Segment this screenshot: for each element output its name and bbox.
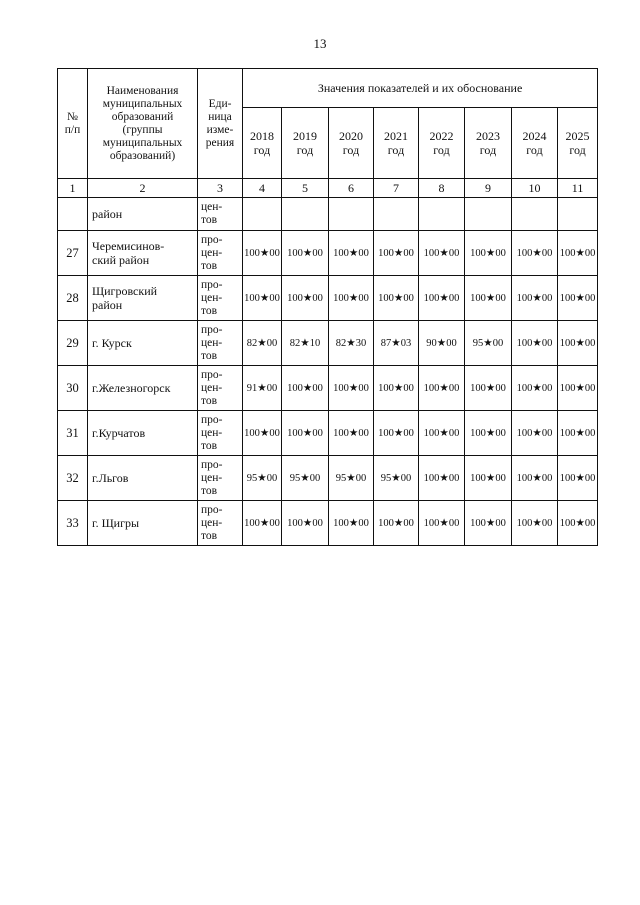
header-year-2021 bbox=[374, 108, 419, 179]
value-cell: 100★00 bbox=[329, 501, 374, 546]
municipality-name: Черемисинов- ский район bbox=[88, 231, 198, 276]
table-row bbox=[58, 501, 598, 546]
value-cell bbox=[282, 198, 329, 231]
header-row-number: № п/п bbox=[58, 69, 88, 179]
value-cell: 100★00 bbox=[512, 321, 558, 366]
year-suffix: год bbox=[342, 143, 360, 157]
page-number: 13 bbox=[313, 36, 327, 51]
value-cell: 100★00 bbox=[465, 411, 512, 456]
header-year-2022 bbox=[419, 108, 465, 179]
year-suffix: год bbox=[296, 143, 314, 157]
header-year-2024 bbox=[512, 108, 558, 179]
value-cell: 100★00 bbox=[282, 411, 329, 456]
row-number: 28 bbox=[58, 276, 88, 321]
value-cell: 100★00 bbox=[243, 501, 282, 546]
value-cell: 82★00 bbox=[243, 321, 282, 366]
row-number bbox=[58, 198, 88, 231]
value-cell: 100★00 bbox=[374, 501, 419, 546]
unit-label: про- цен- тов bbox=[198, 411, 243, 456]
value-cell bbox=[329, 198, 374, 231]
row-number: 30 bbox=[58, 366, 88, 411]
value-cell: 100★00 bbox=[512, 366, 558, 411]
year-suffix: год bbox=[253, 143, 271, 157]
header-unit: Еди- ница изме- рения bbox=[198, 69, 243, 179]
column-number: 3 bbox=[198, 179, 243, 198]
municipality-name: г. Щигры bbox=[88, 501, 198, 546]
year-label: 2018 bbox=[250, 129, 274, 143]
row-number: 29 bbox=[58, 321, 88, 366]
value-cell: 100★00 bbox=[558, 321, 598, 366]
year-suffix: год bbox=[569, 143, 586, 157]
header-year-2018 bbox=[243, 108, 282, 179]
value-cell: 95★00 bbox=[329, 456, 374, 501]
year-suffix: год bbox=[479, 143, 497, 157]
value-cell: 87★03 bbox=[374, 321, 419, 366]
value-cell: 100★00 bbox=[374, 276, 419, 321]
unit-label: про- цен- тов bbox=[198, 366, 243, 411]
row-number: 32 bbox=[58, 456, 88, 501]
municipality-name: г.Курчатов bbox=[88, 411, 198, 456]
value-cell: 100★00 bbox=[282, 366, 329, 411]
value-cell: 100★00 bbox=[419, 231, 465, 276]
value-cell: 100★00 bbox=[282, 276, 329, 321]
value-cell: 100★00 bbox=[512, 276, 558, 321]
column-number: 2 bbox=[88, 179, 198, 198]
table-row bbox=[58, 276, 598, 321]
column-number: 10 bbox=[512, 179, 558, 198]
value-cell: 100★00 bbox=[558, 231, 598, 276]
value-cell: 100★00 bbox=[374, 411, 419, 456]
table-row bbox=[58, 321, 598, 366]
value-cell: 100★00 bbox=[465, 366, 512, 411]
municipality-name: г.Льгов bbox=[88, 456, 198, 501]
value-cell bbox=[512, 198, 558, 231]
header-municipality-name: Наименования муниципальных образований (группы муниципальных образований) bbox=[88, 69, 198, 179]
row-number: 27 bbox=[58, 231, 88, 276]
value-cell: 100★00 bbox=[465, 456, 512, 501]
table-row bbox=[58, 456, 598, 501]
table-row bbox=[58, 231, 598, 276]
unit-label: про- цен- тов bbox=[198, 321, 243, 366]
value-cell: 100★00 bbox=[243, 231, 282, 276]
value-cell: 100★00 bbox=[465, 501, 512, 546]
value-cell: 95★00 bbox=[465, 321, 512, 366]
header-values-caption: Значения показателей и их обоснование bbox=[243, 69, 598, 108]
unit-label: про- цен- тов bbox=[198, 231, 243, 276]
continuation-row bbox=[58, 198, 598, 231]
value-cell: 100★00 bbox=[419, 276, 465, 321]
table-row bbox=[58, 411, 598, 456]
municipality-name: г. Курск bbox=[88, 321, 198, 366]
header-year-2025 bbox=[558, 108, 598, 179]
value-cell: 100★00 bbox=[329, 411, 374, 456]
year-label: 2020 bbox=[339, 129, 363, 143]
value-cell: 100★00 bbox=[282, 501, 329, 546]
value-cell: 100★00 bbox=[282, 231, 329, 276]
unit-label: про- цен- тов bbox=[198, 276, 243, 321]
value-cell: 100★00 bbox=[558, 366, 598, 411]
value-cell: 100★00 bbox=[512, 501, 558, 546]
row-number: 33 bbox=[58, 501, 88, 546]
value-cell: 100★00 bbox=[558, 276, 598, 321]
value-cell: 100★00 bbox=[558, 501, 598, 546]
value-cell: 100★00 bbox=[329, 366, 374, 411]
value-cell: 100★00 bbox=[243, 276, 282, 321]
value-cell: 95★00 bbox=[282, 456, 329, 501]
header-year-2023 bbox=[465, 108, 512, 179]
value-cell: 100★00 bbox=[419, 456, 465, 501]
year-label: 2019 bbox=[293, 129, 317, 143]
year-suffix: год bbox=[526, 143, 543, 157]
year-label: 2022 bbox=[429, 129, 454, 143]
value-cell: 100★00 bbox=[374, 366, 419, 411]
column-number: 4 bbox=[243, 179, 282, 198]
value-cell: 100★00 bbox=[329, 231, 374, 276]
column-number: 11 bbox=[558, 179, 598, 198]
value-cell: 100★00 bbox=[329, 276, 374, 321]
value-cell: 91★00 bbox=[243, 366, 282, 411]
value-cell: 95★00 bbox=[374, 456, 419, 501]
unit-label: про- цен- тов bbox=[198, 456, 243, 501]
value-cell: 100★00 bbox=[419, 366, 465, 411]
value-cell: 82★10 bbox=[282, 321, 329, 366]
header-year-2019 bbox=[282, 108, 329, 179]
value-cell: 95★00 bbox=[243, 456, 282, 501]
year-suffix: год bbox=[387, 143, 405, 157]
value-cell: 100★00 bbox=[465, 276, 512, 321]
header-year-2020 bbox=[329, 108, 374, 179]
column-number: 5 bbox=[282, 179, 329, 198]
value-cell: 100★00 bbox=[558, 411, 598, 456]
indicator-table bbox=[57, 68, 598, 546]
column-number: 7 bbox=[374, 179, 419, 198]
column-number: 8 bbox=[419, 179, 465, 198]
municipality-name: Щигровский район bbox=[88, 276, 198, 321]
value-cell: 100★00 bbox=[465, 231, 512, 276]
year-label: 2025 bbox=[565, 129, 590, 143]
value-cell: 100★00 bbox=[512, 231, 558, 276]
value-cell: 100★00 bbox=[419, 411, 465, 456]
column-number: 9 bbox=[465, 179, 512, 198]
unit-label: про- цен- тов bbox=[198, 501, 243, 546]
year-label: 2023 bbox=[476, 129, 500, 143]
value-cell bbox=[558, 198, 598, 231]
value-cell: 100★00 bbox=[512, 411, 558, 456]
column-number: 6 bbox=[329, 179, 374, 198]
value-cell: 100★00 bbox=[558, 456, 598, 501]
row-number: 31 bbox=[58, 411, 88, 456]
unit-label: цен- тов bbox=[198, 198, 243, 231]
column-number: 1 bbox=[58, 179, 88, 198]
table-row bbox=[58, 366, 598, 411]
municipality-name: г.Железногорск bbox=[88, 366, 198, 411]
value-cell: 100★00 bbox=[374, 231, 419, 276]
value-cell: 100★00 bbox=[419, 501, 465, 546]
value-cell: 100★00 bbox=[243, 411, 282, 456]
year-label: 2021 bbox=[384, 129, 408, 143]
value-cell bbox=[419, 198, 465, 231]
value-cell: 90★00 bbox=[419, 321, 465, 366]
municipality-name: район bbox=[88, 198, 198, 231]
value-cell: 82★30 bbox=[329, 321, 374, 366]
year-label: 2024 bbox=[522, 129, 547, 143]
value-cell bbox=[243, 198, 282, 231]
value-cell bbox=[465, 198, 512, 231]
value-cell: 100★00 bbox=[512, 456, 558, 501]
year-suffix: год bbox=[433, 143, 450, 157]
value-cell bbox=[374, 198, 419, 231]
